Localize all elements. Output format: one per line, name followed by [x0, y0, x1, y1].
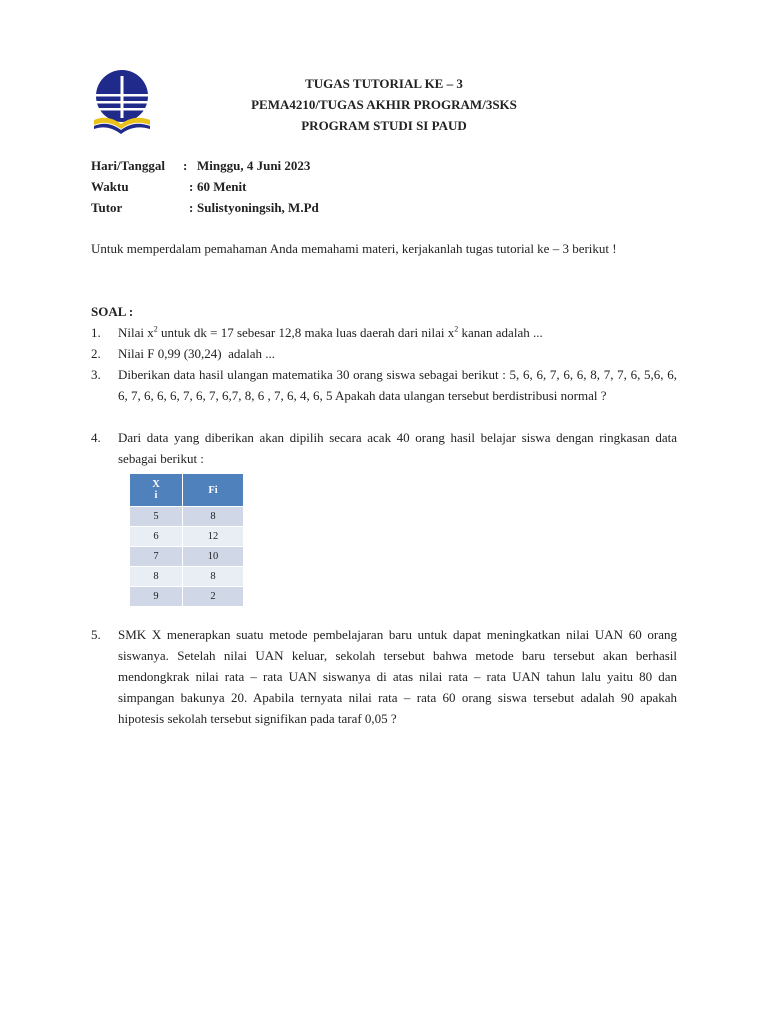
- table-header-row: [130, 474, 244, 507]
- table-header-xi: X i: [130, 474, 183, 507]
- question-text: Nilai $x^2$ untuk dk = 17 sebesar 12,8 maka luas daerah dari nilai $x^2$ kanan adalah ...: [118, 324, 543, 340]
- header-title: TUGAS TUTORIAL KE – 3: [305, 76, 463, 91]
- question-number: 5.: [91, 627, 101, 642]
- question-number: 3.: [91, 367, 101, 382]
- question-3: [91, 364, 677, 406]
- info-block: [91, 155, 319, 218]
- info-label: Tutor: [91, 200, 123, 215]
- table-cell-xi: 8: [130, 567, 183, 587]
- table-row: [130, 507, 244, 527]
- info-label: Waktu: [91, 179, 129, 194]
- info-value: 60 Menit: [197, 179, 247, 194]
- question-number: 2.: [91, 346, 101, 361]
- question-number: 4.: [91, 430, 101, 445]
- table-row: [130, 587, 244, 607]
- table-cell-xi: 6: [130, 527, 183, 547]
- table-header-fi: Fi: [183, 474, 244, 507]
- table-row: [130, 527, 244, 547]
- header-course: PEMA4210/TUGAS AKHIR PROGRAM/3SKS: [251, 97, 517, 112]
- header-program: PROGRAM STUDI SI PAUD: [301, 118, 467, 133]
- table-row: [130, 547, 244, 567]
- question-2: [91, 343, 677, 364]
- info-value: Sulistyoningsih, M.Pd: [197, 200, 319, 215]
- question-text: SMK X menerapkan suatu metode pembelajaran baru untuk dapat meningkatkan nilai UAN 60 orang siswanya. Setelah nilai UAN keluar, sekolah tersebut bahwa metode baru tersebut akan berhasil mendongkrak nilai rata – rata UAN siswanya di atas nilai rata – rata UAN tahun lalu yaitu 80 dan simpangan bakunya 20. Apabila ternyata nilai rata – rata 60 orang siswa tersebut adalah 90 apakah hipotesis sekolah tersebut signifikan pada taraf 0,05 ?: [118, 627, 677, 726]
- table-cell-xi: 5: [130, 507, 183, 527]
- info-value: Minggu, 4 Juni 2023: [197, 158, 311, 173]
- table-cell-fi: 12: [183, 527, 244, 547]
- question-4: [91, 427, 677, 469]
- info-separator: :: [183, 158, 188, 173]
- table-cell-xi: 9: [130, 587, 183, 607]
- question-text: Dari data yang diberikan akan dipilih secara acak 40 orang hasil belajar siswa dengan ringkasan data sebagai berikut :: [118, 430, 677, 466]
- info-separator: :: [189, 200, 194, 215]
- table-row: [130, 567, 244, 587]
- info-row-tutor: [91, 197, 319, 218]
- info-label: Hari/Tanggal: [91, 158, 165, 173]
- soal-heading: SOAL :: [91, 304, 134, 319]
- table-cell-fi: 2: [183, 587, 244, 607]
- table-cell-fi: 10: [183, 547, 244, 567]
- info-row-time: [91, 176, 319, 197]
- question-number: 1.: [91, 325, 101, 340]
- table-cell-fi: 8: [183, 507, 244, 527]
- table-cell-xi: 7: [130, 547, 183, 567]
- table-cell-fi: 8: [183, 567, 244, 587]
- info-row-date: [91, 155, 319, 176]
- document-header: [150, 73, 618, 136]
- question-text: Nilai F 0,99 (30,24) adalah ...: [118, 346, 276, 361]
- frequency-table: [129, 473, 244, 607]
- question-text: Diberikan data hasil ulangan matematika 30 orang siswa sebagai berikut : 5, 6, 6, 7, 6, 6, 8, 7, 7, 6, 5,6, 6, 6, 7, 6, 6, 6, 7, 6, 7, 6,7, 8, 6 , 7, 6, 4, 6, 5 Apakah data ulangan tersebut berdistribusi normal ?: [118, 367, 677, 403]
- question-5: [91, 624, 677, 729]
- info-separator: :: [189, 179, 194, 194]
- university-logo-icon: [90, 68, 154, 136]
- intro-paragraph: Untuk memperdalam pemahaman Anda memahami materi, kerjakanlah tugas tutorial ke – 3 berikut !: [91, 241, 617, 256]
- question-1: [91, 322, 677, 343]
